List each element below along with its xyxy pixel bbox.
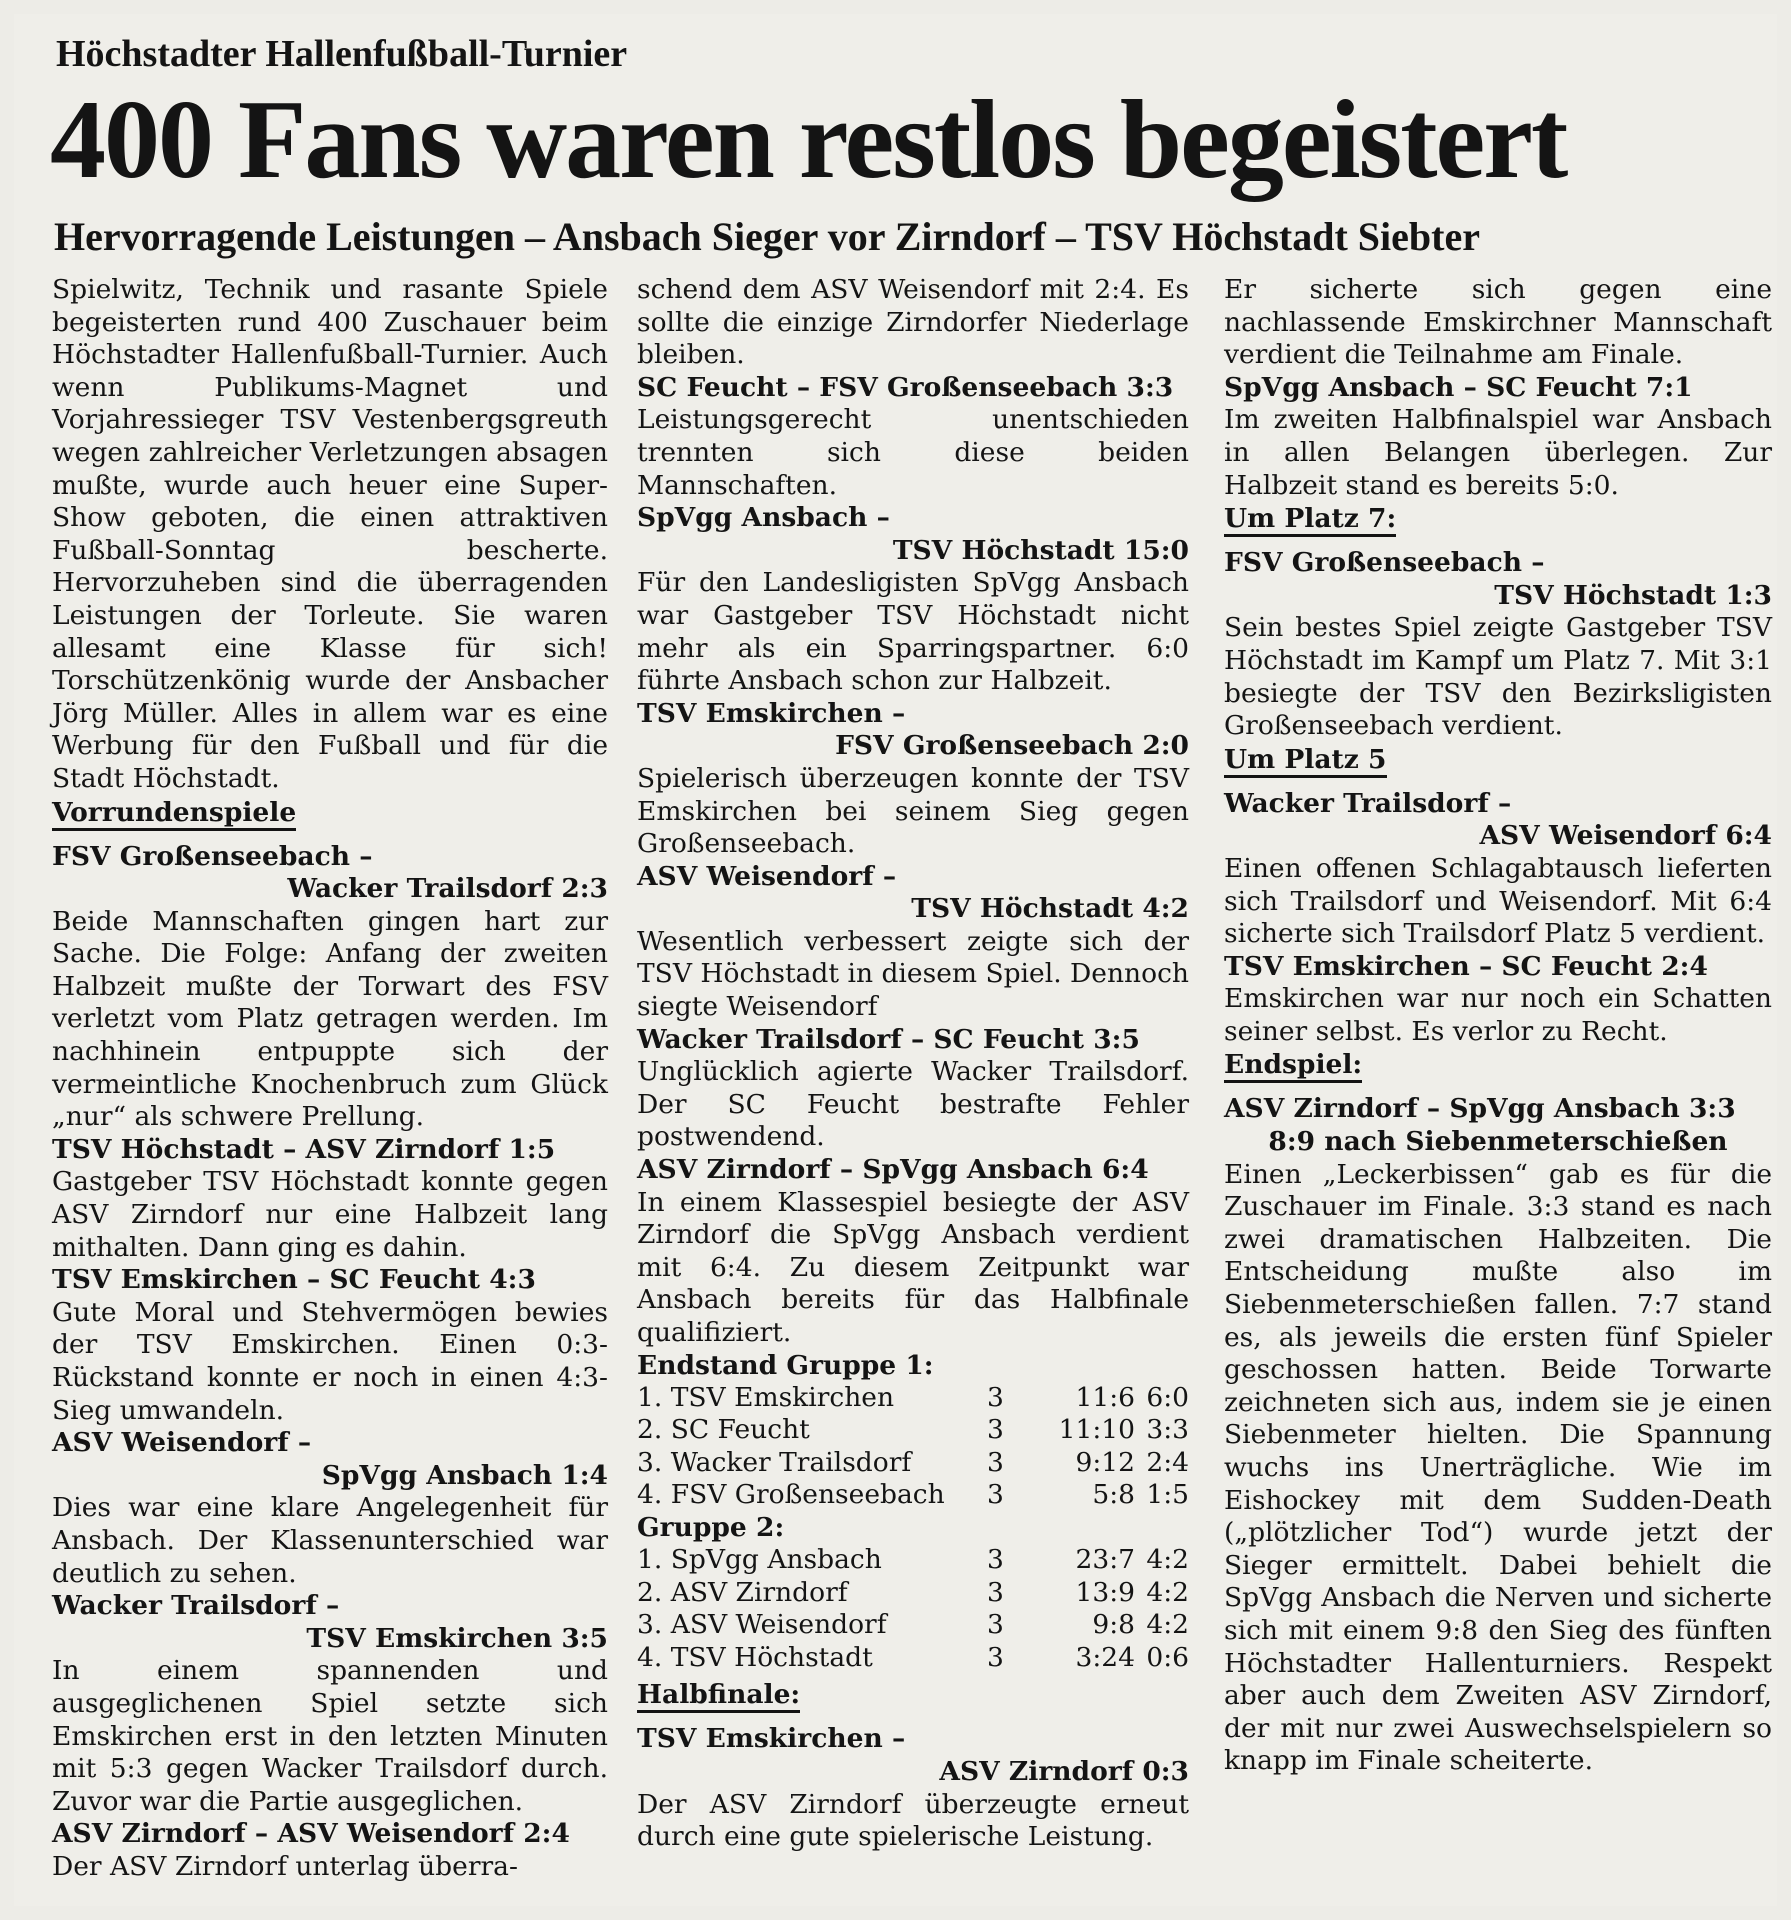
match-report: Gastgeber TSV Höchstadt konnte gegen ASV Zirndorf nur eine Halbzeit lang mithalten. Dann ging es dahin. <box>52 1166 608 1263</box>
column-1 <box>52 274 608 1884</box>
points: 6:0 <box>1146 1381 1189 1413</box>
standings-group1-table <box>637 1382 1189 1512</box>
games-played: 3 <box>987 1609 1004 1641</box>
standings-row <box>637 1447 1189 1480</box>
match-report: Einen offenen Schlagabtausch lieferten sich Trailsdorf und Weisendorf. Mit 6:4 sicherte sich Trailsdorf Platz 5 verdient. <box>1224 852 1772 950</box>
team-name: 4. TSV Höchstadt <box>637 1641 873 1673</box>
standings-group2-title: Gruppe 2: <box>637 1511 785 1543</box>
match-report: Leistungsgerecht unentschieden trennten sich diese beiden Mannschaften. <box>637 404 1189 501</box>
match-heading: ASV Zirndorf – SpVgg Ansbach 6:4 <box>637 1154 1149 1186</box>
games-played: 3 <box>987 1446 1004 1478</box>
goal-difference: 13:9 <box>1075 1576 1135 1608</box>
newspaper-clipping <box>14 14 1777 1906</box>
article-headline: 400 Fans waren restlos begeistert <box>50 78 1567 202</box>
match-heading <box>52 841 608 906</box>
match-result: FSV Großenseebach 2:0 <box>835 730 1189 762</box>
match-report: Der ASV Zirndorf unterlag überra- <box>52 1850 518 1882</box>
standings-row <box>637 1382 1189 1415</box>
match-report: Emskirchen war nur noch ein Schatten seiner selbst. Es verlor zu Recht. <box>1224 983 1772 1047</box>
match-result: ASV Zirndorf 0:3 <box>939 1755 1189 1787</box>
match-report: Der ASV Zirndorf überzeugte erneut durch eine gute spielerische Leistung. <box>637 1788 1189 1853</box>
match-teams: FSV Großenseebach – <box>52 840 373 872</box>
games-played: 3 <box>987 1543 1004 1575</box>
match-result: ASV Weisendorf 6:4 <box>1479 820 1772 852</box>
games-played: 3 <box>987 1576 1004 1608</box>
match-heading <box>637 861 1189 926</box>
team-name: 4. FSV Großenseebach <box>637 1479 945 1511</box>
standings-row <box>637 1577 1189 1610</box>
match-teams: TSV Emskirchen – <box>637 697 906 729</box>
match-result: Wacker Trailsdorf 2:3 <box>287 873 608 905</box>
goal-difference: 3:24 <box>1075 1641 1135 1673</box>
team-name: 2. ASV Zirndorf <box>637 1576 848 1608</box>
match-heading <box>637 698 1189 763</box>
match-result: TSV Höchstadt 4:2 <box>911 893 1189 925</box>
match-teams: Wacker Trailsdorf – <box>1224 787 1512 819</box>
match-heading <box>52 1590 608 1655</box>
match-teams: TSV Emskirchen – <box>637 1723 906 1755</box>
match-heading <box>1224 788 1772 853</box>
points: 2:4 <box>1146 1446 1189 1478</box>
standings-group2-table <box>637 1544 1189 1674</box>
column-2 <box>637 274 1189 1854</box>
match-heading <box>1224 1093 1772 1158</box>
match-heading: Wacker Trailsdorf – SC Feucht 3:5 <box>637 1023 1140 1055</box>
standings-group1-title: Endstand Gruppe 1: <box>637 1349 934 1381</box>
team-name: 3. Wacker Trailsdorf <box>637 1446 912 1478</box>
match-heading <box>637 1723 1189 1788</box>
games-played: 3 <box>987 1414 1004 1446</box>
article-subheadline: Hervorragende Leistungen – Ansbach Sieger vor Zirndorf – TSV Höchstadt Siebter <box>54 214 1480 259</box>
points: 4:2 <box>1146 1576 1189 1608</box>
section-heading-platz7: Um Platz 7: <box>1224 504 1396 537</box>
match-report: Einen „Leckerbissen“ gab es für die Zuschauer im Finale. 3:3 stand es nach zwei dramatischen Halbzeiten. Die Entscheidung mußte also im Siebenmeterschießen fallen. 7:7 stand es, als jeweils die ersten fünf Spieler geschossen hatten. Beide Torwarte zeichneten sich aus, indem sie je einen Siebenmeter hielten. Die Spannung wuchs ins Unerträgliche. Wie im Eishockey mit dem Sudden-Death („plötzlicher Tod“) wurde jetzt der Sieger ermittelt. Dabei behielt die SpVgg Ansbach die Nerven und sicherte sich mit einem 9:8 den Sieg des fünften Höchstadter Hallenturniers. Respekt aber auch dem Zweiten ASV Zirndorf, der mit nur zwei Auswechselspielern so knapp im Finale scheiterte. <box>1224 1158 1772 1777</box>
section-heading-platz5: Um Platz 5 <box>1224 745 1387 778</box>
games-played: 3 <box>987 1479 1004 1511</box>
standings-row <box>637 1609 1189 1642</box>
team-name: 3. ASV Weisendorf <box>637 1609 887 1641</box>
points: 0:6 <box>1146 1641 1189 1673</box>
points: 1:5 <box>1146 1479 1189 1511</box>
section-heading-vorrunde: Vorrundenspiele <box>52 798 296 831</box>
match-heading <box>637 502 1189 567</box>
goal-difference: 5:8 <box>1092 1479 1135 1511</box>
match-report: Dies war eine klare Angelegenheit für Ansbach. Der Klassenunterschied war deutlich zu sehen. <box>52 1492 608 1589</box>
standings-row <box>637 1414 1189 1447</box>
goal-difference: 23:7 <box>1075 1543 1135 1575</box>
match-result: SpVgg Ansbach 1:4 <box>321 1459 608 1491</box>
games-played: 3 <box>987 1641 1004 1673</box>
continued-paragraph: schend dem ASV Weisendorf mit 2:4. Es sollte die einzige Zirndorfer Niederlage bleiben. <box>637 274 1189 371</box>
points: 3:3 <box>1146 1414 1189 1446</box>
points: 4:2 <box>1146 1543 1189 1575</box>
match-heading: SC Feucht – FSV Großenseebach 3:3 <box>637 371 1174 403</box>
team-name: 1. SpVgg Ansbach <box>637 1543 882 1575</box>
continued-paragraph: Er sicherte sich gegen eine nachlassende Emskirchner Mannschaft verdient die Teilnahme am Finale. <box>1224 274 1772 371</box>
match-teams: SpVgg Ansbach – <box>637 502 890 534</box>
match-teams: ASV Weisendorf – <box>637 860 897 892</box>
match-report: In einem spannenden und ausgeglichenen Spiel setzte sich Emskirchen erst in den letzten Minuten mit 5:3 gegen Wacker Trailsdorf durch. Zuvor war die Partie ausgeglichen. <box>52 1655 608 1817</box>
section-heading-halbfinale: Halbfinale: <box>637 1680 800 1713</box>
standings-row <box>637 1544 1189 1577</box>
goal-difference: 11:10 <box>1058 1414 1135 1446</box>
column-3 <box>1224 274 1772 1778</box>
match-report: Für den Landesligisten SpVgg Ansbach war Gastgeber TSV Höchstadt nicht mehr als ein Sparringspartner. 6:0 führte Ansbach schon zur Halbzeit. <box>637 567 1189 697</box>
match-heading: TSV Höchstadt – ASV Zirndorf 1:5 <box>52 1133 556 1165</box>
goal-difference: 9:8 <box>1092 1609 1135 1641</box>
match-report: Wesentlich verbessert zeigte sich der TSV Höchstadt in diesem Spiel. Dennoch siegte Weisendorf <box>637 925 1189 1023</box>
match-heading <box>1224 547 1772 612</box>
match-teams: ASV Weisendorf – <box>52 1427 312 1459</box>
match-heading: ASV Zirndorf – ASV Weisendorf 2:4 <box>52 1818 570 1850</box>
points: 4:2 <box>1146 1609 1189 1641</box>
match-report: Beide Mannschaften gingen hart zur Sache. Die Folge: Anfang der zweiten Halbzeit mußte der Torwart des FSV verletzt vom Platz getragen werden. Im nachhinein entpuppte sich der vermeintliche Knochenbruch zum Glück „nur“ als schwere Prellung. <box>52 905 608 1133</box>
match-report: Unglücklich agierte Wacker Trailsdorf. Der SC Feucht bestrafte Fehler postwendend. <box>637 1056 1189 1153</box>
team-name: 2. SC Feucht <box>637 1414 810 1446</box>
match-teams: Wacker Trailsdorf – <box>52 1590 340 1622</box>
match-result: TSV Höchstadt 1:3 <box>1494 579 1772 611</box>
article-kicker: Höchstadter Hallenfußball-Turnier <box>56 33 628 75</box>
match-report: Spielerisch überzeugen konnte der TSV Emskirchen bei seinem Sieg gegen Großenseebach. <box>637 762 1189 860</box>
standings-row <box>637 1479 1189 1512</box>
match-teams: ASV Zirndorf – SpVgg Ansbach 3:3 <box>1224 1093 1736 1125</box>
match-heading <box>52 1427 608 1492</box>
match-result: TSV Höchstadt 15:0 <box>892 534 1189 566</box>
intro-paragraph: Spielwitz, Technik und rasante Spiele begeisterten rund 400 Zuschauer beim Höchstadter Hallenfußball-Turnier. Auch wenn Publikums-Magnet und Vorjahressieger TSV Vestenbergsgreuth wegen zahlreicher Verletzungen absagen mußte, wurde auch heuer eine Super-Show geboten, die einen attraktiven Fußball-Sonntag bescherte. Hervorzuheben sind die überragenden Leistungen der Torleute. Sie waren allesamt eine Klasse für sich! Torschützenkönig wurde der Ansbacher Jörg Müller. Alles in allem war es eine Werbung für den Fußball und für die Stadt Höchstadt. <box>52 274 608 794</box>
section-heading-endspiel: Endspiel: <box>1224 1050 1362 1083</box>
standings-row <box>637 1642 1189 1675</box>
match-report: Im zweiten Halbfinalspiel war Ansbach in allen Belangen überlegen. Zur Halbzeit stand es bereits 5:0. <box>1224 404 1772 501</box>
match-heading: TSV Emskirchen – SC Feucht 2:4 <box>1224 950 1708 982</box>
goal-difference: 9:12 <box>1075 1446 1135 1478</box>
match-teams: FSV Großenseebach – <box>1224 547 1545 579</box>
match-report: Gute Moral und Stehvermögen bewies der TSV Emskirchen. Einen 0:3-Rückstand konnte er noch in einen 4:3-Sieg umwandeln. <box>52 1296 608 1426</box>
match-report: In einem Klassespiel besiegte der ASV Zirndorf die SpVgg Ansbach verdient mit 6:4. Zu diesem Zeitpunkt war Ansbach bereits für das Halbfinale qualifiziert. <box>637 1186 1189 1348</box>
match-result: TSV Emskirchen 3:5 <box>306 1622 608 1654</box>
goal-difference: 11:6 <box>1075 1381 1135 1413</box>
match-report: Sein bestes Spiel zeigte Gastgeber TSV Höchstadt im Kampf um Platz 7. Mit 3:1 besiegte der TSV den Bezirksligisten Großenseebach verdient. <box>1224 612 1772 742</box>
match-heading: TSV Emskirchen – SC Feucht 4:3 <box>52 1264 536 1296</box>
games-played: 3 <box>987 1381 1004 1413</box>
team-name: 1. TSV Emskirchen <box>637 1381 895 1413</box>
match-heading: SpVgg Ansbach – SC Feucht 7:1 <box>1224 371 1693 403</box>
match-result: 8:9 nach Siebenmeterschießen <box>1268 1126 1728 1158</box>
